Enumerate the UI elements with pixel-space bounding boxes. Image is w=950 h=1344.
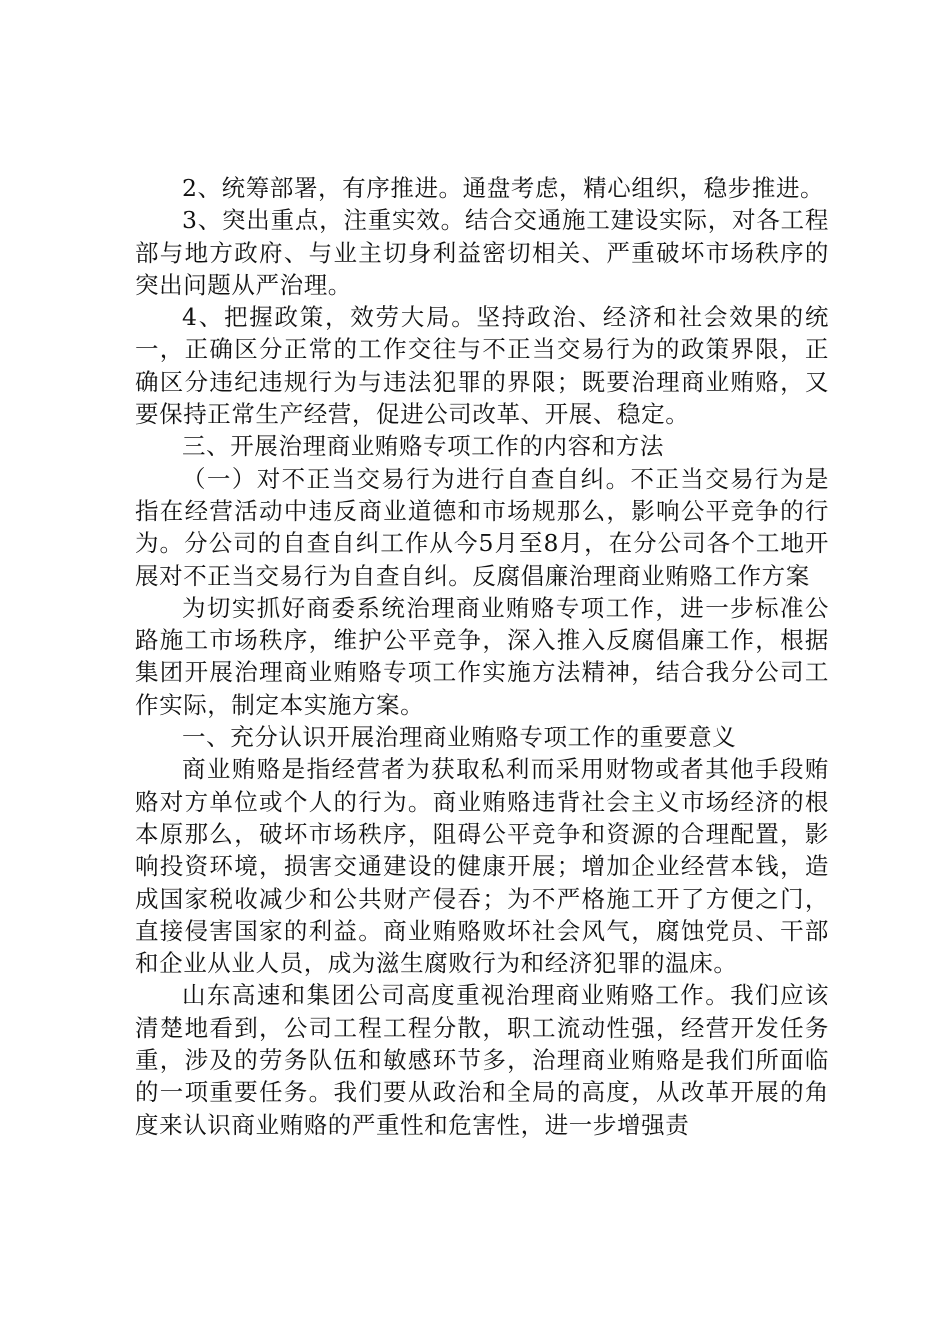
paragraph-2-overall-deployment: 2、统筹部署，有序推进。通盘考虑，精心组织，稳步推进。 xyxy=(182,174,825,202)
section-heading-1: 一、充分认识开展治理商业贿赂专项工作的重要意义 xyxy=(182,723,737,752)
paragraph-3-highlight-priorities: 3、突出重点，注重实效。结合交通施工建设实际，对各工程部与地方政府、与业主切身利益密切相关、严重破坏市场秩序的突出问题从严治理。 xyxy=(135,206,829,299)
document-page xyxy=(135,172,829,1141)
paragraph-company-attention: 山东高速和集团公司高度重视治理商业贿赂工作。我们应该清楚地看到，公司工程工程分散，职工流动性强，经营开发任务重，涉及的劳务队伍和敏感环节多，治理商业贿赂是我们所面临的一项重要任务。我们要从政治和全局的高度，从改革开展的角度来认识商业贿赂的严重性和危害性，进一步增强责 xyxy=(135,981,829,1139)
paragraph-4-grasp-policy: 4、把握政策，效劳大局。坚持政治、经济和社会效果的统一，正确区分正常的工作交往与不正当交易行为的政策界限，正确区分违纪违规行为与违法犯罪的界限；既要治理商业贿赂，又要保持正常生产经营，促进公司改革、开展、稳定。 xyxy=(135,303,829,429)
paragraph-purpose: 为切实抓好商委系统治理商业贿赂专项工作，进一步标准公路施工市场秩序，维护公平竞争，深入推入反腐倡廉工作，根据集团开展治理商业贿赂专项工作实施方法精神，结合我分公司工作实际，制定本实施方案。 xyxy=(135,593,829,719)
paragraph-bribery-definition: 商业贿赂是指经营者为获取私利而采用财物或者其他手段贿赂对方单位或个人的行为。商业贿赂违背社会主义市场经济的根本原那么，破坏市场秩序，阻碍公平竞争和资源的合理配置，影响投资环境，损害交通建设的健康开展；增加企业经营本钱，造成国家税收减少和公共财产侵吞；为不严格施工开了方便之门，直接侵害国家的利益。商业贿赂败坏社会风气，腐蚀党员、干部和企业从业人员，成为滋生腐败行为和经济犯罪的温床。 xyxy=(135,755,829,978)
section-heading-3: 三、开展治理商业贿赂专项工作的内容和方法 xyxy=(182,432,664,461)
paragraph-self-inspection: （一）对不正当交易行为进行自查自纠。不正当交易行为是指在经营活动中违反商业道德和市场规那么，影响公平竞争的行为。分公司的自查自纠工作从今5月至8月，在分公司各个工地开展对不正当交易行为自查自纠。反腐倡廉治理商业贿赂工作方案 xyxy=(135,464,829,590)
